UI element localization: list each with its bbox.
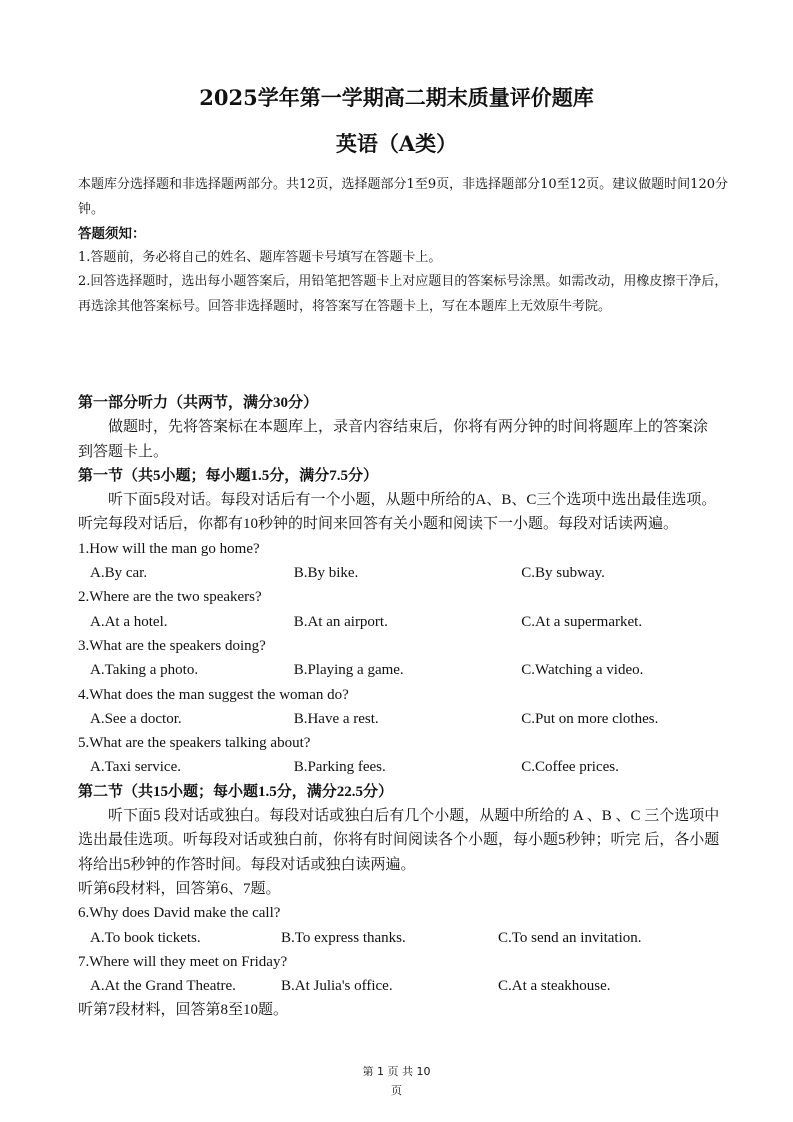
question-options [78,658,720,682]
question-text: 2.Where are the two speakers? [78,589,262,606]
question-options [78,610,720,634]
option-c: C.Coffee prices. [521,759,619,776]
question-6 [78,901,720,950]
material-6-note: 听第6段材料，回答第6、7题。 [78,880,281,897]
question-options [78,926,720,950]
section1-title: 第一节（共5小题；每小题1.5分，满分7.5分） [78,467,379,484]
part1-instruction: 做题时，先将答案标在本题库上，录音内容结束后，你将有两分钟的时间将题库上的答案涂到答题卡上。 [78,419,709,460]
question-text: 5.What are the speakers talking about? [78,735,311,752]
option-b: B.At Julia's office. [281,978,393,995]
option-b: B.Have a rest. [293,710,379,727]
question-options [78,755,720,779]
option-c: C.At a supermarket. [521,613,643,630]
option-b: B.To express thanks. [281,929,406,946]
page-number-line-1: 第 1 页 共 10 [362,1065,431,1078]
option-a: A.Taking a photo. [90,662,199,679]
option-c: C.By subway. [521,565,605,582]
notice-title: 答题须知： [78,226,146,242]
question-options [78,974,720,998]
question-options [78,561,720,585]
option-b: B.At an airport. [293,613,388,630]
option-a: A.At a hotel. [90,613,168,630]
section2-instruction: 听下面5 段对话或独白。每段对话或独白后有几个小题，从题中所给的 A 、B 、C 三个选项中选出最佳选项。听每段对话或独白前，你将有时间阅读各个小题，每小题5秒钟；听完 后，各小题将给出5秒钟的作答时间。每段对话或独白读两遍。 [78,808,720,873]
option-a: A.By car. [90,565,148,582]
option-a: A.Taxi service. [90,759,181,776]
option-b: B.Playing a game. [293,662,404,679]
question-7 [78,950,720,999]
material-7-note: 听第7段材料，回答第8至10题。 [78,1002,289,1019]
question-5 [78,731,720,780]
question-text: 3.What are the speakers doing? [78,637,266,654]
exam-subtitle: 英语（A类） [335,131,458,156]
listening-part [78,391,720,1023]
option-c: C.At a steakhouse. [498,978,611,995]
question-2 [78,585,720,634]
exam-title: 2025学年第一学期高二期末质量评价题库 [199,85,594,110]
page-number [0,1062,793,1100]
option-c: C.Put on more clothes. [521,710,659,727]
question-3 [78,634,720,683]
intro-text: 本题库分选择题和非选择题两部分。共12页，选择题部分1至9页，非选择题部分10至12页。建议做题时间120分钟。 [78,177,728,217]
option-a: A.At the Grand Theatre. [90,978,236,995]
question-1 [78,537,720,586]
page-number-line-2: 页 [391,1084,402,1097]
option-b: B.Parking fees. [293,759,386,776]
section2-title: 第二节（共15小题；每小题1.5分，满分22.5分） [78,783,394,800]
part1-title: 第一部分听力（共两节，满分30分） [78,395,319,411]
option-b: B.By bike. [293,565,359,582]
question-options [78,707,720,731]
section1-instruction: 听下面5段对话。每段对话后有一个小题，从题中所给的A、B、C三个选项中选出最佳选项。听完每段对话后，你都有10秒钟的时间来回答有关小题和阅读下一小题。每段对话读两遍。 [78,492,717,533]
notice-item-1: 1.答题前，务必将自己的姓名、题库答题卡号填写在答题卡上。 [78,250,442,265]
option-c: C.Watching a video. [521,662,644,679]
option-a: A.To book tickets. [90,929,201,946]
question-text: 7.Where will they meet on Friday? [78,953,288,970]
option-c: C.To send an invitation. [498,929,642,946]
question-text: 4.What does the man suggest the woman do? [78,686,349,703]
question-text: 6.Why does David make the call? [78,905,281,922]
option-a: A.See a doctor. [90,710,182,727]
question-text: 1.How will the man go home? [78,540,260,557]
question-4 [78,683,720,732]
notice-item-2: 2.回答选择题时，选出每小题答案后，用铅笔把答题卡上对应题目的答案标号涂黑。如需改动，用橡皮擦干净后，再选涂其他答案标号。回答非选择题时，将答案写在答题卡上，写在本题库上无效原牛考院。 [78,274,728,314]
